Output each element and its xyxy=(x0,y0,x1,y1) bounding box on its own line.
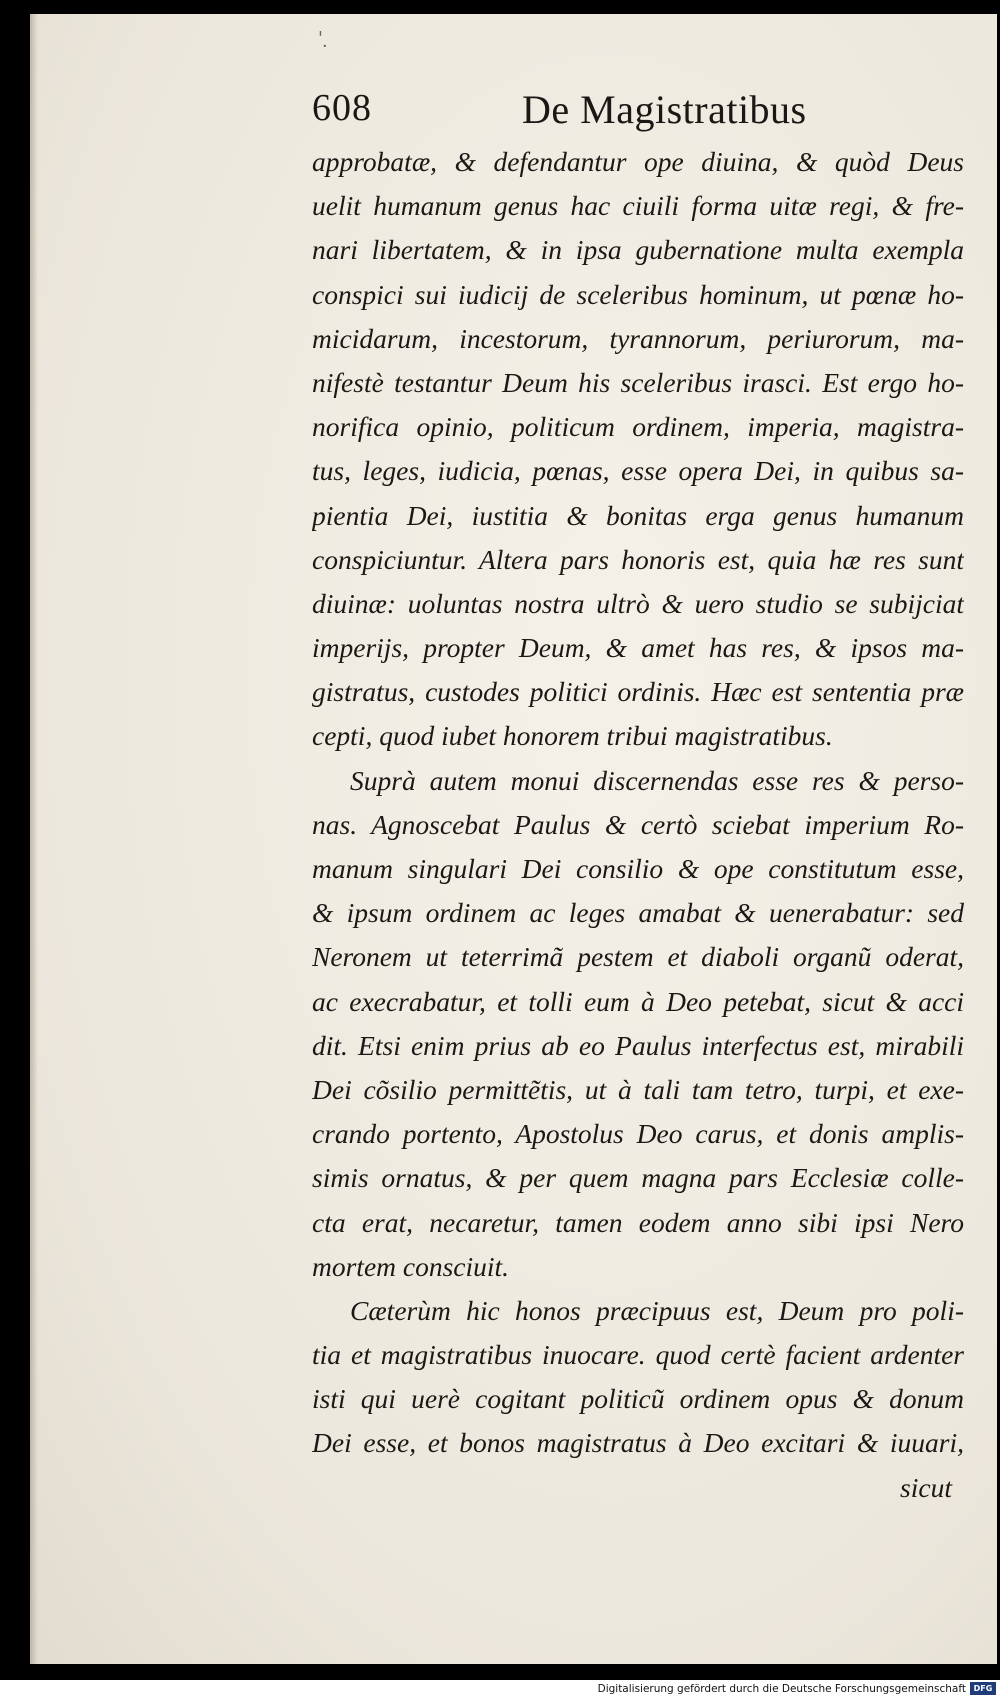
running-head: De Magistratibus xyxy=(522,87,807,132)
text-line: pientia Dei, iustitia & bonitas erga genus humanum xyxy=(312,499,964,531)
text-line: Cæterùm hic honos præcipuus est, Deum pro poli- xyxy=(350,1294,964,1326)
text-line: mortem consciuit. xyxy=(312,1250,510,1282)
text-line: conspici sui iudicij de sceleribus hominum, ut pœnæ ho- xyxy=(312,278,964,310)
text-line: cta erat, necaretur, tamen eodem anno sibi ipsi Nero xyxy=(312,1206,964,1238)
dfg-logo-icon: DFG xyxy=(970,1682,996,1695)
text-line: gistratus, custodes politici ordinis. Hæc est sententia præ xyxy=(312,676,964,708)
text-line: tus, leges, iudicia, pœnas, esse opera Dei, in quibus sa- xyxy=(312,455,964,487)
text-line: isti qui uerè cogitant politicũ ordinem opus & donum xyxy=(312,1383,964,1415)
text-line: diuinæ: uoluntas nostra ultrò & uero studio se subijciat xyxy=(312,587,964,619)
page-gutter-shadow xyxy=(30,14,38,1664)
text-line: Dei esse, et bonos magistratus à Deo excitari & iuuari, xyxy=(312,1427,964,1459)
ink-speck: · xyxy=(322,36,328,57)
text-line: manum singulari Dei consilio & ope constitutum esse, xyxy=(312,853,964,884)
text-line: Suprà autem monui discernendas esse res & perso- xyxy=(350,764,964,796)
text-line: cepti, quod iubet honorem tribui magistratibus. xyxy=(312,720,833,752)
ink-speck: ' xyxy=(318,28,323,49)
text-line: simis ornatus, & per quem magna pars Ecclesiæ colle- xyxy=(312,1162,964,1194)
catchword: sicut xyxy=(900,1471,952,1503)
text-line: Dei cõsilio permittẽtis, ut à tali tam tetro, turpi, et exe- xyxy=(312,1073,964,1105)
text-line: tia et magistratibus inuocare. quod certè facient ardenter xyxy=(312,1339,964,1371)
text-line: dit. Etsi enim prius ab eo Paulus interfectus est, mirabili xyxy=(312,1029,964,1061)
text-line: & ipsum ordinem ac leges amabat & uenerabatur: sed xyxy=(312,897,964,929)
text-line: ac execrabatur, et tolli eum à Deo petebat, sicut & acci xyxy=(312,985,964,1017)
text-line: micidarum, incestorum, tyrannorum, periurorum, ma- xyxy=(312,322,964,354)
text-line: Neronem ut teterrimã pestem et diaboli organũ oderat, xyxy=(312,941,964,973)
text-line: uelit humanum genus hac ciuili forma uitæ regi, & fre- xyxy=(312,190,964,222)
text-line: approbatæ, & defendantur ope diuina, & quòd Deus xyxy=(312,146,964,177)
text-line: nas. Agnoscebat Paulus & certò sciebat imperium Ro- xyxy=(312,808,964,840)
text-line: conspiciuntur. Altera pars honoris est, quia hæ res sunt xyxy=(312,543,964,575)
text-line: nifestè testantur Deum his sceleribus irasci. Est ergo ho- xyxy=(312,366,964,398)
text-line: imperijs, propter Deum, & amet has res, & ipsos ma- xyxy=(312,632,964,664)
text-line: nari libertatem, & in ipsa gubernatione multa exempla xyxy=(312,234,964,266)
body-text xyxy=(312,140,964,1510)
text-line: norifica opinio, politicum ordinem, imperia, magistra- xyxy=(312,411,964,443)
page-header xyxy=(312,86,952,136)
funding-credit: Digitalisierung gefördert durch die Deutsche Forschungsgemeinschaft xyxy=(597,1683,966,1695)
text-line: crando portento, Apostolus Deo carus, et donis amplis- xyxy=(312,1118,964,1150)
page-number: 608 xyxy=(312,87,372,129)
